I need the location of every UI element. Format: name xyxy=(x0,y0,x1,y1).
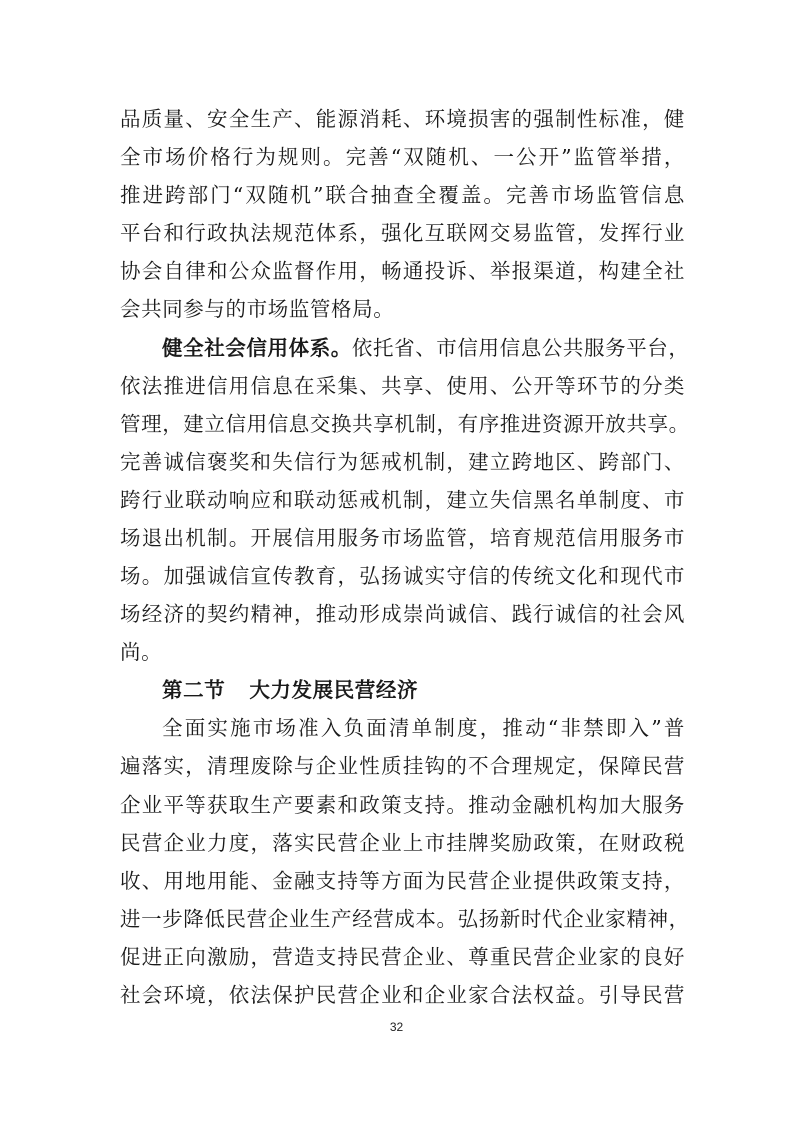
text-line xyxy=(162,333,690,363)
text-line: 场退出机制。开展信用服务市场监管，培育规范信用服务市 xyxy=(120,526,685,550)
text-line: 完善诚信褒奖和失信行为惩戒机制，建立跨地区、跨部门、 xyxy=(120,450,685,474)
text-line: 企业平等获取生产要素和政策支持。推动金融机构加大服务 xyxy=(120,793,685,817)
text-line: 收、用地用能、金融支持等方面为民营企业提供政策支持， xyxy=(120,869,685,893)
text-line: 场经济的契约精神，推动形成崇尚诚信、践行诚信的社会风 xyxy=(120,602,685,626)
text-line: 管理，建立信用信息交换共享机制，有序推进资源开放共享。 xyxy=(120,412,690,436)
text-line: 社会环境，依法保护民营企业和企业家合法权益。引导民营 xyxy=(120,983,685,1007)
text-line: 全市场价格行为规则。完善“双随机、一公开”监管举措， xyxy=(120,145,685,169)
text-fragment: 依托省、市信用信息公共服务平台， xyxy=(351,336,690,360)
text-line: 全面实施市场准入负面清单制度，推动“非禁即入”普 xyxy=(162,716,685,740)
text-line: 协会自律和公众监督作用，畅通投诉、举报渠道，构建全社 xyxy=(120,259,685,283)
text-line: 尚。 xyxy=(120,640,163,664)
section-heading xyxy=(162,675,685,705)
text-line: 遍落实，清理废除与企业性质挂钩的不合理规定，保障民营 xyxy=(120,754,685,778)
paragraph-lead: 健全社会信用体系。 xyxy=(162,336,352,360)
text-line: 场。加强诚信宣传教育，弘扬诚实守信的传统文化和现代市 xyxy=(120,564,685,588)
text-line: 依法推进信用信息在采集、共享、使用、公开等环节的分类 xyxy=(120,374,685,398)
section-number: 第二节 xyxy=(162,678,226,702)
text-line: 民营企业力度，落实民营企业上市挂牌奖励政策，在财政税 xyxy=(120,831,685,855)
page-number: 32 xyxy=(389,1020,404,1034)
text-line: 进一步降低民营企业生产经营成本。弘扬新时代企业家精神， xyxy=(120,907,690,931)
text-line: 品质量、安全生产、能源消耗、环境损害的强制性标准，健 xyxy=(120,107,685,131)
text-line: 促进正向激励，营造支持民营企业、尊重民营企业家的良好 xyxy=(120,945,685,969)
text-line: 会共同参与的市场监管格局。 xyxy=(120,297,395,321)
text-line: 推进跨部门“双随机”联合抽查全覆盖。完善市场监管信息 xyxy=(120,183,685,207)
section-title: 大力发展民营经济 xyxy=(249,678,419,702)
text-line: 跨行业联动响应和联动惩戒机制，建立失信黑名单制度、市 xyxy=(120,488,685,512)
text-line: 平台和行政执法规范体系，强化互联网交易监管，发挥行业 xyxy=(120,221,685,245)
